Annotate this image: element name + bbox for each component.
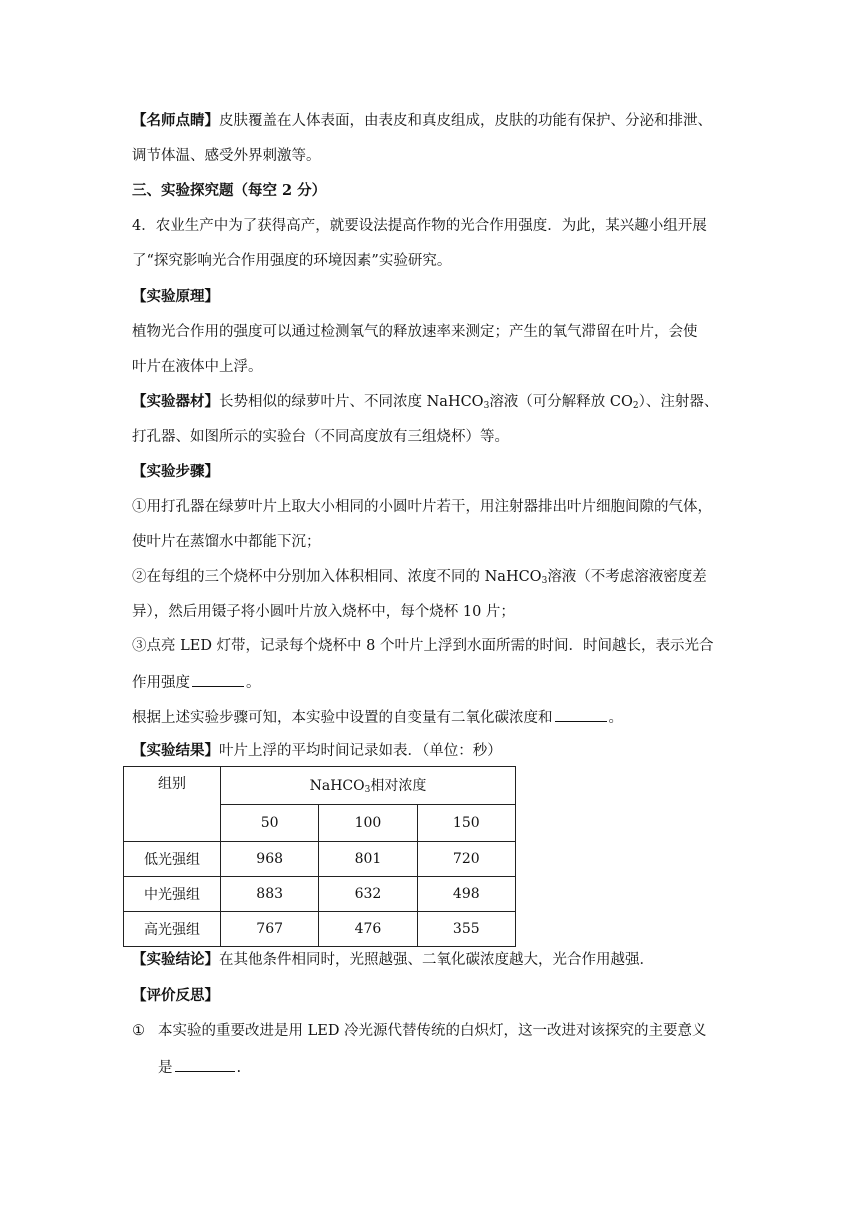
table-cell: 476	[319, 912, 417, 947]
table-cell: 968	[221, 842, 319, 877]
principle-tag: 【实验原理】	[132, 288, 219, 305]
step-2-line-2: 异），然后用镊子将小圆叶片放入烧杯中，每个烧杯 10 片；	[132, 604, 515, 620]
table-row	[124, 842, 516, 877]
answer-blank-variable[interactable]	[555, 706, 607, 722]
results-table	[123, 766, 516, 947]
reflection-tag: 【评价反思】	[132, 987, 219, 1004]
conclusion-line: 【实验结论】在其他条件相同时，光照越强、二氧化碳浓度越大，光合作用越强．	[132, 951, 654, 968]
famous-teacher-line-1: 【名师点睛】皮肤覆盖在人体表面，由表皮和真皮组成，皮肤的功能有保护、分泌和排泄、	[132, 112, 712, 129]
table-row	[124, 877, 516, 912]
step-3-line-1: ③点亮 LED 灯带，记录每个烧杯中 8 个叶片上浮到水面所需的时间．时间越长，表示光合	[132, 638, 714, 654]
question-line-1: 4．农业生产中为了获得高产，就要设法提高作物的光合作用强度．为此，某兴趣小组开展	[132, 218, 707, 234]
concentration-value: 150	[417, 804, 515, 842]
row-label: 中光强组	[124, 877, 221, 912]
group-header: 组别	[124, 767, 221, 842]
reflection-item-1-line-1: ① 本实验的重要改进是用 LED 冷光源代替传统的白炽灯，这一改进对该探究的主要意义	[132, 1023, 707, 1039]
table-cell: 767	[221, 912, 319, 947]
answer-blank-intensity[interactable]	[192, 671, 244, 687]
question-line-2: 了“探究影响光合作用强度的环境因素”实验研究。	[132, 253, 452, 269]
reflection-item-1-line-2: 是 .	[158, 1056, 241, 1078]
materials-line-2: 打孔器、如图所示的实验台（不同高度放有三组烧杯）等。	[132, 429, 509, 445]
step-1-line-1: ①用打孔器在绿萝叶片上取大小相同的小圆叶片若干，用注射器排出叶片细胞间隙的气体，	[132, 499, 712, 515]
row-label: 低光强组	[124, 842, 221, 877]
step-2-line-1: ②在每组的三个烧杯中分别加入体积相同、浓度不同的 NaHCO$_3$溶液（不考虑溶液密度差	[132, 569, 707, 586]
concentration-header: NaHCO$_3$相对浓度	[221, 767, 516, 805]
principle-line-2: 叶片在液体中上浮。	[132, 359, 263, 375]
answer-blank-significance[interactable]	[175, 1056, 235, 1072]
table-cell: 632	[319, 877, 417, 912]
step-1-line-2: 使叶片在蒸馏水中都能下沉；	[132, 534, 321, 550]
row-label: 高光强组	[124, 912, 221, 947]
table-cell: 498	[417, 877, 515, 912]
table-row	[124, 912, 516, 947]
results-line: 【实验结果】叶片上浮的平均时间记录如表．（单位：秒）	[132, 742, 502, 759]
steps-tag: 【实验步骤】	[132, 463, 219, 480]
results-tag: 【实验结果】	[132, 742, 219, 759]
table-cell: 720	[417, 842, 515, 877]
section-heading: 三、实验探究题（每空 2 分）	[132, 182, 327, 199]
table-cell: 801	[319, 842, 417, 877]
table-cell: 355	[417, 912, 515, 947]
table-cell: 883	[221, 877, 319, 912]
variable-line: 根据上述实验步骤可知，本实验中设置的自变量有二氧化碳浓度和 。	[132, 706, 623, 728]
concentration-value: 50	[221, 804, 319, 842]
conclusion-tag: 【实验结论】	[132, 951, 219, 968]
famous-teacher-tag: 【名师点睛】	[132, 112, 219, 129]
famous-teacher-line-2: 调节体温、感受外界刺激等。	[132, 148, 321, 164]
step-3-line-2: 作用强度 。	[132, 671, 261, 693]
principle-line-1: 植物光合作用的强度可以通过检测氧气的释放速率来测定；产生的氧气滞留在叶片，会使	[132, 324, 698, 340]
materials-tag: 【实验器材】	[132, 393, 219, 410]
materials-line-1: 【实验器材】长势相似的绿萝叶片、不同浓度 NaHCO$_3$溶液（可分解释放 $CO_2$）、注射器、	[132, 393, 719, 411]
reflection-item-number: ①	[132, 1023, 145, 1039]
concentration-value: 100	[319, 804, 417, 842]
